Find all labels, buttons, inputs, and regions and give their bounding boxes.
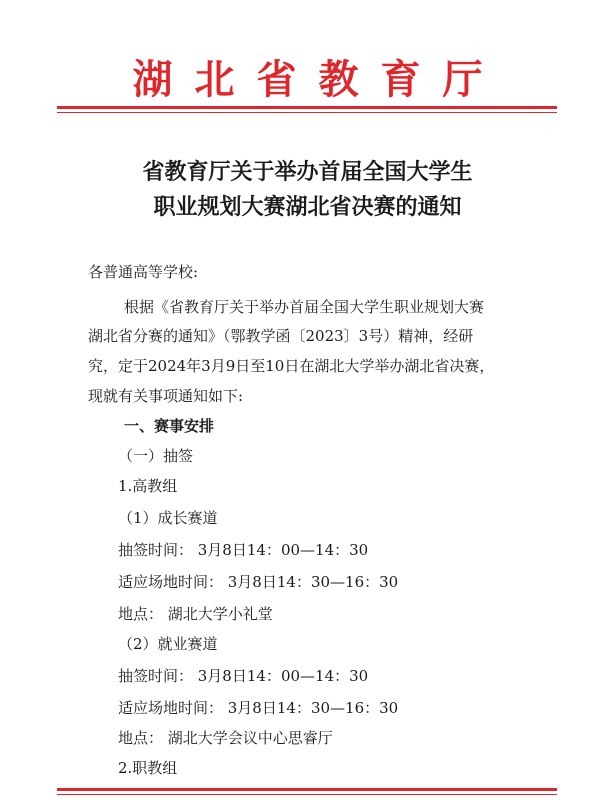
intro-line-4: 现就有关事项通知如下:: [88, 387, 244, 405]
document-title-line-2: 职业规划大赛湖北省决赛的通知: [153, 195, 462, 220]
footer-red-rule-thick: [57, 788, 557, 791]
issuer-masthead: 湖北省教育厅: [132, 57, 505, 103]
track-employment-draw-time: 抽签时间： 3月8日14：00—14：30: [118, 667, 369, 685]
salutation: 各普通高等学校:: [88, 263, 199, 281]
track-growth-title: （1）成长赛道: [118, 509, 218, 527]
intro-line-1: 根据《省教育厅关于举办首届全国大学生职业规划大赛: [124, 298, 485, 316]
document-title-line-1: 省教育厅关于举办首届全国大学生: [142, 160, 473, 185]
track-employment-location: 地点： 湖北大学会议中心思睿厅: [118, 729, 333, 747]
section-heading-schedule: 一、赛事安排: [124, 417, 215, 435]
header-red-rule-thick: [57, 106, 557, 109]
group-vocational-education: 2.职教组: [118, 759, 178, 777]
subsection-draw: （一）抽签: [118, 447, 194, 465]
footer-red-rule-thin: [57, 794, 557, 795]
group-higher-education: 1.高教组: [118, 477, 178, 495]
header-red-rule-thin: [57, 112, 557, 113]
track-growth-venue-time: 适应场地时间： 3月8日14：30—16：30: [118, 573, 399, 591]
track-growth-location: 地点： 湖北大学小礼堂: [118, 605, 273, 623]
intro-line-2: 湖北省分赛的通知》（鄂教学函〔2023〕3号）精神，经研: [88, 327, 474, 345]
intro-line-3: 究，定于2024年3月9日至10日在湖北大学举办湖北省决赛，: [88, 357, 495, 375]
track-employment-venue-time: 适应场地时间： 3月8日14：30—16：30: [118, 699, 399, 717]
track-growth-draw-time: 抽签时间： 3月8日14：00—14：30: [118, 541, 369, 559]
track-employment-title: （2）就业赛道: [118, 635, 218, 653]
